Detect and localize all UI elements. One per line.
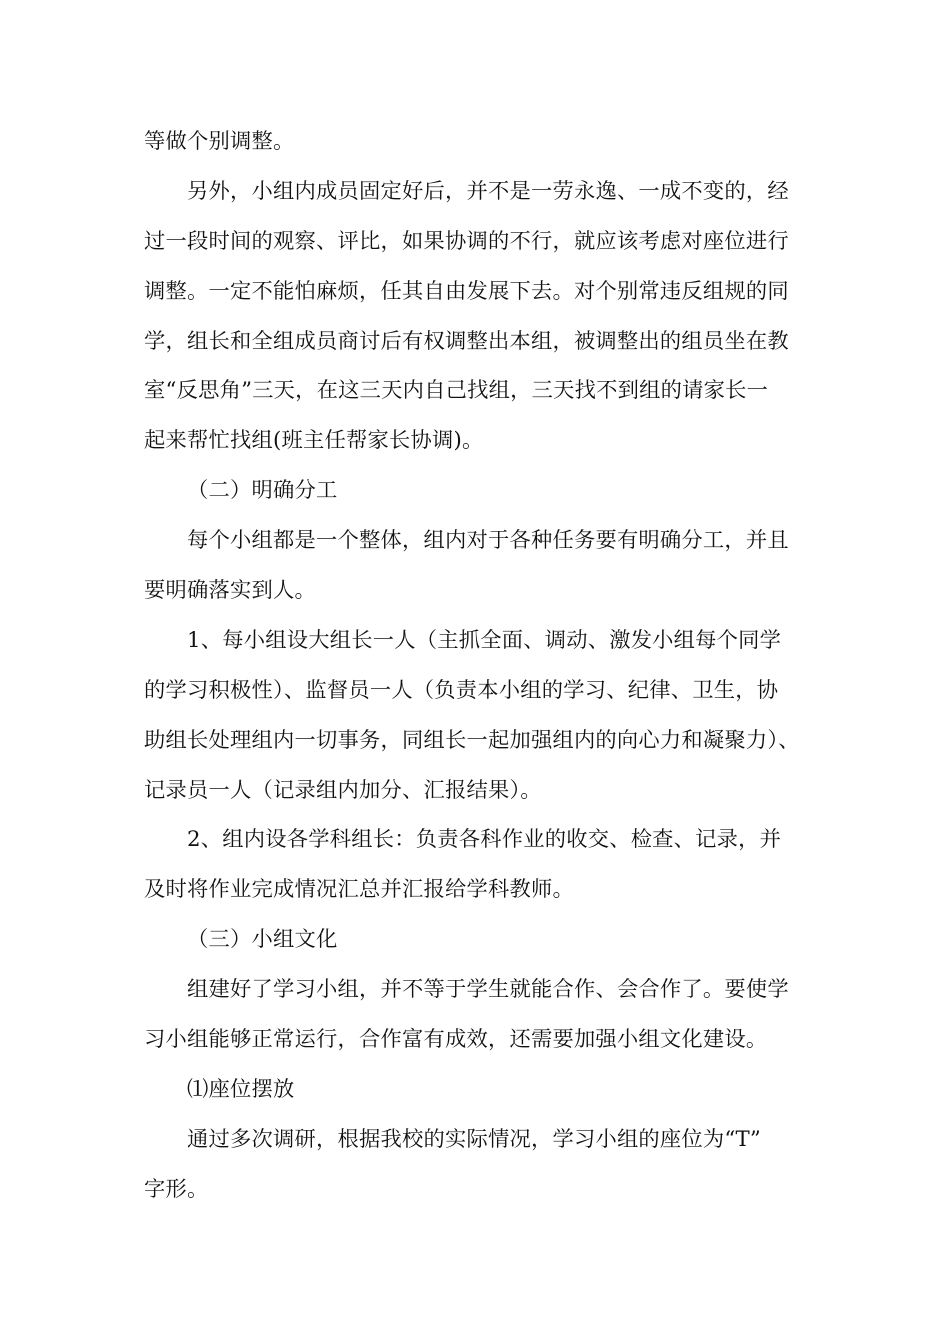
text-line: 1、每小组设大组长一人（主抓全面、调动、激发小组每个同学	[187, 627, 782, 653]
text-line: 每个小组都是一个整体，组内对于各种任务要有明确分工，并且	[187, 528, 789, 554]
text-line: （三）小组文化	[187, 927, 338, 953]
text-line: 字形。	[144, 1176, 209, 1202]
text-line: （二）明确分工	[187, 478, 338, 504]
text-line: 助组长处理组内一切事务，同组长一起加强组内的向心力和凝聚力）、	[144, 727, 800, 753]
text-line: 通过多次调研，根据我校的实际情况，学习小组的座位为“T”	[187, 1126, 762, 1152]
text-line: ⑴座位摆放	[187, 1076, 295, 1102]
text-line: 学，组长和全组成员商讨后有权调整出本组，被调整出的组员坐在教	[144, 328, 789, 354]
text-line: 记录员一人（记录组内加分、汇报结果）。	[144, 777, 542, 803]
text-line: 组建好了学习小组，并不等于学生就能合作、会合作了。要使学	[187, 977, 789, 1003]
text-line: 2、组内设各学科组长：负责各科作业的收交、检查、记录，并	[187, 827, 782, 853]
text-line: 习小组能够正常运行，合作富有成效，还需要加强小组文化建设。	[144, 1027, 768, 1053]
text-line: 过一段时间的观察、评比，如果协调的不行，就应该考虑对座位进行	[144, 228, 789, 254]
text-line: 等做个别调整。	[144, 129, 295, 154]
text-line: 室“反思角”三天，在这三天内自己找组，三天找不到组的请家长一	[144, 378, 769, 404]
text-line: 另外，小组内成员固定好后，并不是一劳永逸、一成不变的，经	[187, 178, 789, 204]
text-line: 要明确落实到人。	[144, 578, 316, 604]
text-line: 及时将作业完成情况汇总并汇报给学科教师。	[144, 877, 574, 903]
text-line: 调整。一定不能怕麻烦，任其自由发展下去。对个别常违反组规的同	[144, 278, 789, 304]
document-body	[144, 117, 810, 1215]
text-line: 的学习积极性）、监督员一人（负责本小组的学习、纪律、卫生，协	[144, 677, 779, 703]
text-line: 起来帮忙找组(班主任帮家长协调)。	[144, 428, 484, 454]
